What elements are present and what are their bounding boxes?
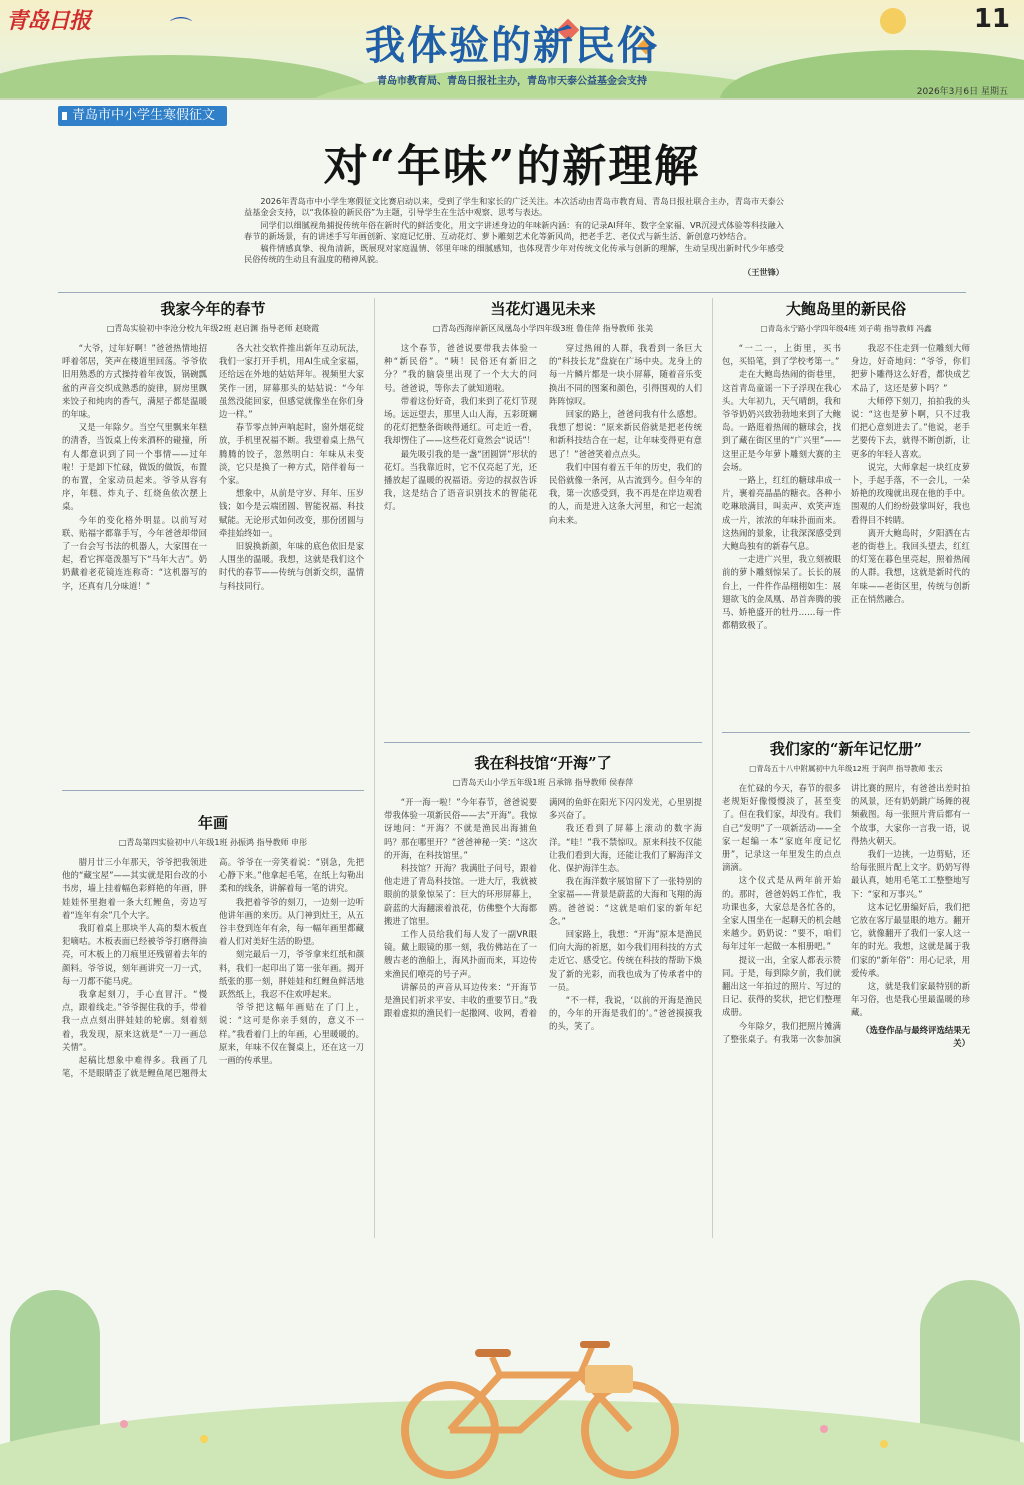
article-paragraph: 想象中，从前是守岁、拜年、压岁钱；如今是云端团圆、智能祝福、科技赋能。无论形式如何改变，那份团圆与牵挂始终如一。: [219, 488, 364, 538]
article-paragraph: “不一样，我说，‘以前的开海是渔民的，今年的开海是我们的’。”爸爸摸摸我的头，笑了。: [549, 995, 702, 1032]
article-paragraph: 工作人员给我们每人发了一副VR眼镜。戴上眼镜的那一刻，我仿佛站在了一艘古老的渔船上，海风扑面而来，耳边传来渔民们嘹亮的号子声。: [384, 929, 537, 979]
article-paragraph: 穿过热闹的人群，我看到一条巨大的“科技长龙”盘旋在广场中央。龙身上的每一片鳞片都是一块小屏幕，随着音乐变换出不同的图案和颜色，引得围观的人们阵阵惊叹。: [549, 343, 702, 406]
column-divider: [374, 298, 375, 1238]
article-paragraph: 这个春节，爸爸说要带我去体验一种“新民俗”。“咦！民俗还有新旧之分？”我的脑袋里出现了一个大大的问号。爸爸说，等你去了就知道啦。: [384, 343, 537, 393]
section-label: 青岛市中小学生寒假征文: [58, 106, 227, 126]
swallow-icon: ⌒: [170, 17, 193, 42]
article-byline: □青岛永宁路小学四年级4班 刘子萌 指导教师 冯鑫: [760, 324, 932, 333]
flower-icon: [880, 1440, 888, 1448]
flower-icon: [200, 1435, 208, 1443]
newspaper-logo: 青岛日报: [6, 8, 91, 34]
horizontal-rule: [722, 732, 970, 733]
bicycle-basket: [585, 1365, 633, 1393]
article-paragraph: 最先吸引我的是一盏“团圆饼”形状的花灯。当我靠近时，它不仅亮起了光，还播放起了温暖的祝福语。旁边的叔叔告诉我，这是结合了语音识别技术的智能花灯。: [384, 448, 537, 512]
article-paragraph: 春节零点钟声响起时，窗外烟花绽放，手机里祝福不断。我望着桌上热气腾腾的饺子，忽然明白：年味从未变淡，它只是换了一种方式，陪伴着每一个家。: [219, 422, 364, 486]
article-paragraph: 旧貌换新颜，年味的底色依旧是家人围坐的温暖。我想，这就是我们这个时代的春节——传统与创新交织，温情与科技同行。: [219, 541, 364, 591]
article-body: [384, 342, 702, 736]
bicycle-frame: [450, 1375, 580, 1430]
article-paragraph: 各大社交软件推出新年互动玩法，我们一家打开手机，用AI生成全家福，还给远在外地的姑姑拜年。视频里大家笑作一团，屏幕那头的姑姑说：“今年虽然没能回家，但感觉就像坐在你们身边一样。”: [219, 343, 364, 420]
dateline: 2026年3月6日 星期五: [916, 87, 1008, 97]
article-paragraph: 带着这份好奇，我们来到了花灯节现场。远远望去，那里人山人海，五彩斑斓的花灯把整条街映得通红。可走近一看，我却愣住了——这些花灯竟然会“说话”！: [384, 395, 537, 446]
bicycle-illustration: [380, 1335, 700, 1485]
article-body: [722, 782, 970, 1234]
editor-introduction: [244, 196, 784, 278]
article-paragraph: 今年除夕，我们把照片摊满了整张桌子。有我第一次参加演讲比赛的照片，有爸爸出差时拍的风景，还有奶奶跳广场舞的视频截图。每一张照片背后都有一个故事，大家你一言我一语，说得热火朝天。: [722, 783, 970, 1044]
article-paragraph: 回家的路上，爸爸问我有什么感想。我想了想说：“原来新民俗就是把老传统和新科技结合在一起，让年味变得更有意思了！”爸爸笑着点点头。: [549, 409, 702, 459]
article-paragraph: 说完，大师拿起一块红皮萝卜，手起手落，不一会儿，一朵娇艳的玫瑰就出现在他的手中。围观的人们纷纷鼓掌叫好，我也看得目不转睛。: [851, 461, 970, 525]
article-paragraph: 我拿起刻刀，手心直冒汗。“慢点，跟着线走。”爷爷握住我的手，带着我一点点刻出胖娃娃的轮廓。刻着刻着，我发现，原来这就是“一刀一画总关情”。: [62, 989, 207, 1052]
article-paragraph: 我忍不住走到一位雕刻大师身边，好奇地问：“爷爷，你们把萝卜雕得这么好看，都快成艺术品了，这还是萝卜吗？”: [851, 343, 970, 393]
article-body: [722, 342, 970, 728]
bicycle-handle: [580, 1341, 610, 1348]
article-paragraph: 我们一边挑，一边剪贴，还给每张照片配上文字。奶奶写得最认真，她用毛笔工工整整地写下：“家和万事兴。”: [851, 849, 970, 899]
article-title: 我们家的“新年记忆册”: [769, 740, 923, 758]
article-paragraph: 我还看到了屏幕上滚动的数字海洋。“哇！”我不禁惊叹。原来科技不仅能让我们看到大海，还能让我们了解海洋文化、保护海洋生态。: [549, 823, 702, 874]
article-paragraph: 走在大鲍岛热闹的街巷里，这首青岛童谣一下子浮现在我心头。大年初九，天气晴朗，我和爷爷奶奶兴致勃勃地来到了大鲍岛。一路逛着热闹的糖球会，找到了藏在街区里的“广兴里”——这里正是今年萝卜雕刻大赛的主会场。: [722, 369, 841, 472]
article-paragraph: 我把着爷爷的刻刀，一边刻一边听他讲年画的来历。从门神到灶王，从五谷丰登到连年有余，每一幅年画里都藏着人们对美好生活的盼望。: [219, 896, 364, 947]
article-paragraph: “一二一，上街里，买书包，买铅笔，到了学校考第一。”: [722, 343, 841, 367]
article-paragraph: 科技馆？开海？我满肚子问号，跟着他走进了青岛科技馆。一进大厅，我就被眼前的景象惊呆了：巨大的环形屏幕上，蔚蓝的大海翻滚着浪花，仿佛整个大海都搬进了馆里。: [384, 863, 537, 926]
article-paragraph: 起稿比想象中难得多。我画了几笔，不是眼睛歪了就是鲤鱼尾巴翘得太高。爷爷在一旁笑着说：“别急，先把心静下来。”他拿起毛笔，在纸上勾勒出柔和的线条，讲解着每一笔的讲究。: [62, 857, 364, 1079]
article-kaihai: [384, 752, 702, 1240]
article-paragraph: 腊月廿三小年那天，爷爷把我领进他的“藏宝屋”——其实就是阳台改的小书房，墙上挂着幅色彩鲜艳的年画，胖娃娃怀里抱着一条大红鲤鱼，旁边写着“连年有余”几个大字。: [62, 857, 207, 920]
article-paragraph: 离开大鲍岛时，夕阳洒在古老的街巷上。我回头望去，红红的灯笼在暮色里亮起，照着热闹的人群。我想，这就是新时代的年味——老街区里，传统与创新正在悄然融合。: [851, 527, 970, 604]
column-divider: [712, 298, 713, 1238]
bicycle-seat: [475, 1349, 511, 1357]
article-body: [62, 856, 364, 1236]
article-byline: □青岛西海岸新区凤凰岛小学四年级3班 鲁佳萍 指导教师 张美: [432, 324, 654, 333]
article-paragraph: 刻完最后一刀，爷爷拿来红纸和颜料，我们一起印出了第一张年画。揭开纸张的那一刻，胖娃娃和红鲤鱼鲜活地跃然纸上，我忍不住欢呼起来。: [219, 949, 364, 1000]
article-paragraph: 我在海洋数字展馆留下了一张特别的全家福——背景是蔚蓝的大海和飞翔的海鸥。爸爸说：“这就是咱们家的新年纪念。”: [549, 876, 702, 926]
article-title: 我家今年的春节: [160, 300, 266, 318]
article-paragraph: 这个仪式是从两年前开始的。那时，爸爸妈妈工作忙，我功课也多，大家总是各忙各的，全家人围坐在一起聊天的机会越来越少。奶奶说：“要不，咱们每年过年一起做一本相册吧。”: [722, 875, 841, 952]
article-body: [384, 796, 702, 1240]
article-huadeng: [384, 298, 702, 738]
article-byline: □青岛五十八中附属初中九年级12班 于润声 指导教师 张云: [749, 764, 943, 773]
article-paragraph: 这本记忆册编好后，我们把它放在客厅最显眼的地方。翻开它，就像翻开了我们一家人这一年的时光。我想，这就是属于我们家的“新年俗”：用心记录，用爱传承。: [851, 901, 970, 978]
article-title: 当花灯遇见未来: [490, 300, 596, 318]
article-nianhua: [62, 812, 364, 1237]
article-paragraph: 这，就是我们家最特别的新年习俗，也是我心里最温暖的珍藏。: [851, 981, 970, 1018]
article-dabaodao: [722, 298, 970, 728]
article-jiyi-ce: [722, 738, 970, 1238]
intro-paragraph: 同学们以细腻视角捕捉传统年俗在新时代的鲜活变化，用文字讲述身边的年味新内涵：有的记录AI拜年、数字全家福、VR沉浸式体验等科技融入春节的新场景，有的讲述手写年画创新、家庭记忆册、互动花灯、萝卜雕刻艺术化等新风尚，把老手艺、老仪式与新生活、新创意巧妙结合。: [244, 219, 784, 241]
article-paragraph: 我盯着桌上那块半人高的梨木板直犯嘀咕。木板表面已经被爷爷打磨得油亮，可木板上的刀痕里还残留着去年的颜料。爷爷说，刻年画讲究一刀一式，每一刀都不能马虎。: [62, 923, 207, 986]
article-byline: □青岛天山小学五年级1班 吕承锦 指导教师 侯春萍: [452, 778, 634, 787]
editor-note: （选登作品与最终评选结果无关）: [861, 1024, 970, 1048]
main-headline: 对“年味”的新理解: [323, 141, 701, 192]
intro-author: （王世锋）: [743, 266, 784, 277]
horizontal-rule: [384, 742, 702, 743]
flower-icon: [820, 1425, 828, 1433]
sponsor-line: 青岛市教育局、青岛日报社主办，青岛市天泰公益基金会支持: [377, 76, 647, 87]
flower-icon: [120, 1420, 128, 1428]
article-body: [62, 342, 364, 782]
article-byline: □青岛实验初中李沧分校九年级2班 赵启渊 指导老师 赵晓霞: [106, 324, 320, 333]
article-paragraph: 一走进广兴里，我立刻被眼前的萝卜雕刻惊呆了。长长的展台上，一件件作品栩栩如生：展翅欲飞的金凤凰、昂首奔腾的骏马、娇艳盛开的牡丹……每一件都精致极了。: [722, 554, 841, 631]
bicycle-seatpost: [492, 1357, 500, 1375]
horizontal-rule: [62, 790, 364, 791]
intro-paragraph: 稿件情感真挚、视角清新，既展现对家庭温情、邻里年味的细腻感知，也体现青少年对传统文化传承与创新的理解，生动呈现出新时代少年感受民俗传统的生动且有温度的精神风貌。: [244, 243, 784, 265]
horizontal-rule: [58, 292, 966, 293]
article-byline: □青岛第四实验初中八年级1班 孙振鸿 指导教师 申彤: [118, 838, 308, 847]
intro-paragraph: 2026年青岛市中小学生寒假征文比赛启动以来，受到了学生和家长的广泛关注。本次活动由青岛市教育局、青岛日报社联合主办，青岛市天泰公益基金会支持，以“我体验的新民俗”为主题，引导学生在生活中观察、思考与表达。: [244, 196, 784, 218]
article-paragraph: 我们中国有着五千年的历史，我们的民俗就像一条河，从古流到今。但今年的我，第一次感受到，我不再是在岸边观看的人，而是进入这条大河里，和它一起流向未来。: [549, 461, 702, 525]
article-paragraph: 今年的变化格外明显。以前写对联、贴福字都靠手写，今年爸爸却带回了一台会写书法的机器人，大家围在一起，看它挥毫泼墨写下“马年大吉”。奶奶戴着老花镜连连称奇：“这机器写的字，还真有几分味道！”: [62, 514, 207, 591]
article-paragraph: 一路上，红红的糖球串成一片，裹着亮晶晶的糖衣。各种小吃琳琅满目，叫卖声、欢笑声连成一片，浓浓的年味扑面而来。这热闹的景象，让我深深感受到大鲍岛独有的新春气息。: [722, 475, 841, 552]
article-title: 年画: [197, 814, 228, 832]
page-header: [0, 0, 1024, 100]
article-paragraph: 提议一出，全家人都表示赞同。于是，每到除夕前，我们就翻出这一年拍过的照片、写过的日记、获得的奖状，把它们整理成册。: [722, 954, 841, 1018]
article-wo-jia-chunjie: [62, 298, 364, 786]
article-paragraph: “大爷，过年好啊！”爸爸热情地招呼着邻居，笑声在楼道里回荡。爷爷依旧用熟悉的方式操持着年夜饭，锅碗瓢盆的声音交织成熟悉的旋律，厨房里飘来饺子和炖肉的香气，满屋子都是温暖的年味。: [62, 343, 207, 420]
article-title: 大鲍岛里的新民俗: [785, 300, 906, 318]
article-paragraph: “开一海一啦！”今年春节，爸爸说要带我体验一项新民俗——去“开海”。我惊讶地问：“开海？不就是渔民出海捕鱼吗？那在哪里开？”爸爸神秘一笑：“这次的开海，在科技馆里。”: [384, 797, 537, 860]
article-paragraph: 回家路上，我想：“开海”原本是渔民们向大海的祈愿，如今我们用科技的方式走近它、感受它。传统在科技的帮助下焕发了新的光彩，而我也成为了传承者中的一员。: [549, 929, 702, 992]
article-paragraph: 讲解员的声音从耳边传来：“开海节是渔民们祈求平安、丰收的重要节日。”我跟着虚拟的渔民们一起撒网、收网，看着满网的鱼虾在阳光下闪闪发光，心里别提多兴奋了。: [384, 797, 702, 1019]
article-paragraph: 又是一年除夕。当空气里飘来年糕的清香，当饭桌上传来酒杯的碰撞，所有人都意识到了同一个事情——过年啦！于是卸下忙碌，做饭的做饭，布置的布置，全家动员起来。爷爷从容有序，年糕、炸丸子、红烧鱼依次摆上桌。: [62, 422, 207, 512]
article-paragraph: 爷爷把这幅年画贴在了门上，说：“这可是你亲手刻的，意义不一样。”我看着门上的年画，心里暖暖的。原来，年味不仅在餐桌上，还在这一刀一画的传承里。: [219, 1002, 364, 1066]
page-title: 我体验的新民俗: [365, 22, 659, 69]
article-paragraph: 大师停下刻刀，拍拍我的头说：“这也是萝卜啊，只不过我们把心意刻进去了。”他说，老手艺要传下去，就得不断创新，让更多的年轻人喜欢。: [851, 395, 970, 459]
article-paragraph: 在忙碌的今天，春节的很多老规矩好像慢慢淡了，甚至变了。但在我们家，却没有。我们自己“发明”了一项新活动——全家一起编一本“家庭年度记忆册”，记录这一年里发生的点点滴滴。: [722, 783, 841, 873]
article-title: 我在科技馆“开海”了: [474, 754, 612, 772]
page-number: 11: [973, 4, 1010, 34]
